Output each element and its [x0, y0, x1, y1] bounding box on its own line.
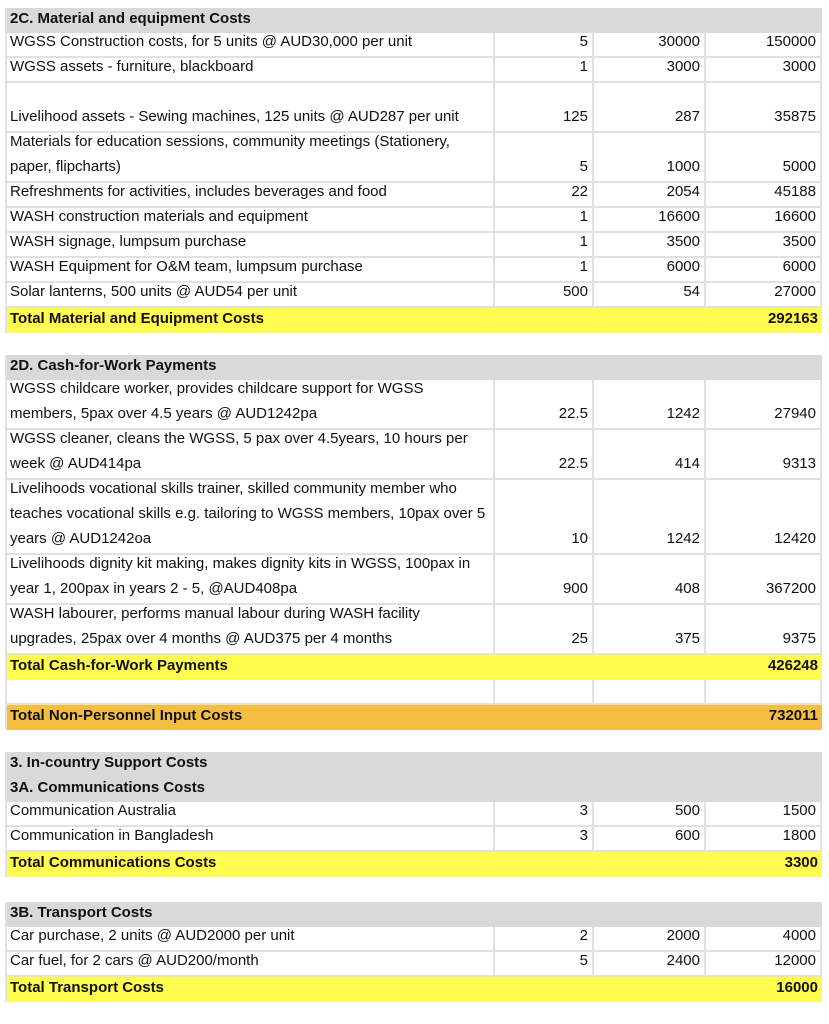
description-cell[interactable]: Livelihood assets - Sewing machines, 125 units @ AUD287 per unit — [5, 83, 495, 133]
section-header-2c[interactable] — [5, 8, 822, 33]
unit-cost-cell[interactable]: 2400 — [594, 952, 706, 977]
unit-cost-cell[interactable]: 287 — [594, 83, 706, 133]
total-cell[interactable]: 5000 — [706, 133, 822, 183]
total-cell[interactable]: 367200 — [706, 555, 822, 605]
description-cell[interactable]: WGSS cleaner, cleans the WGSS, 5 pax over 4.5years, 10 hours per week @ AUD414pa — [5, 430, 495, 480]
quantity-cell[interactable]: 22.5 — [495, 380, 594, 430]
table-row[interactable] — [5, 208, 822, 233]
quantity-cell[interactable]: 22 — [495, 183, 594, 208]
table-row[interactable] — [5, 33, 822, 58]
quantity-cell[interactable]: 22.5 — [495, 430, 594, 480]
quantity-cell[interactable]: 1 — [495, 208, 594, 233]
empty-cell[interactable] — [706, 680, 822, 705]
empty-cell[interactable] — [594, 680, 706, 705]
table-row[interactable] — [5, 605, 822, 655]
unit-cost-cell[interactable]: 16600 — [594, 208, 706, 233]
empty-cell[interactable] — [5, 680, 495, 705]
quantity-cell[interactable]: 900 — [495, 555, 594, 605]
unit-cost-cell[interactable]: 1242 — [594, 480, 706, 555]
table-row[interactable] — [5, 380, 822, 430]
description-cell[interactable]: WASH signage, lumpsum purchase — [5, 233, 495, 258]
quantity-cell[interactable]: 125 — [495, 83, 594, 133]
description-cell[interactable]: Livelihoods vocational skills trainer, skilled community member who teaches vocational skills e.g. tailoring to WGSS members, 10pax over 5 years @ AUD1242oa — [5, 480, 495, 555]
quantity-cell[interactable]: 500 — [495, 283, 594, 308]
spacer — [5, 877, 822, 902]
description-cell[interactable]: WGSS childcare worker, provides childcare support for WGSS members, 5pax over 4.5 years @ AUD1242pa — [5, 380, 495, 430]
total-cell[interactable]: 3000 — [706, 58, 822, 83]
total-cell[interactable]: 12420 — [706, 480, 822, 555]
subtotal-label: Total Cash-for-Work Payments — [5, 655, 705, 680]
unit-cost-cell[interactable]: 2054 — [594, 183, 706, 208]
unit-cost-cell[interactable]: 408 — [594, 555, 706, 605]
budget-spreadsheet — [5, 8, 822, 1002]
subtotal-value[interactable]: 16000 — [705, 977, 822, 1002]
total-cell[interactable]: 12000 — [706, 952, 822, 977]
table-row[interactable] — [5, 952, 822, 977]
description-cell[interactable]: Refreshments for activities, includes beverages and food — [5, 183, 495, 208]
table-row[interactable] — [5, 233, 822, 258]
total-cell[interactable]: 27000 — [706, 283, 822, 308]
unit-cost-cell[interactable]: 30000 — [594, 33, 706, 58]
table-row[interactable] — [5, 58, 822, 83]
unit-cost-cell[interactable]: 3500 — [594, 233, 706, 258]
table-row[interactable] — [5, 258, 822, 283]
unit-cost-cell[interactable]: 54 — [594, 283, 706, 308]
total-cell[interactable]: 27940 — [706, 380, 822, 430]
total-cell[interactable]: 150000 — [706, 33, 822, 58]
quantity-cell[interactable]: 2 — [495, 927, 594, 952]
quantity-cell[interactable]: 1 — [495, 58, 594, 83]
empty-cell[interactable] — [495, 680, 594, 705]
subtotal-row-material-equipment[interactable] — [5, 308, 822, 333]
total-cell[interactable]: 16600 — [706, 208, 822, 233]
unit-cost-cell[interactable]: 600 — [594, 827, 706, 852]
section-title: 3. In-country Support Costs — [5, 752, 822, 777]
subtotal-row-cash-for-work[interactable] — [5, 655, 822, 680]
description-cell[interactable]: WGSS Construction costs, for 5 units @ AUD30,000 per unit — [5, 33, 495, 58]
total-cell[interactable]: 1800 — [706, 827, 822, 852]
subtotal-label: Total Transport Costs — [5, 977, 705, 1002]
subtotal-value[interactable]: 426248 — [705, 655, 822, 680]
blank-row[interactable] — [5, 680, 822, 705]
subtotal-value[interactable]: 3300 — [705, 852, 822, 877]
description-cell[interactable]: Solar lanterns, 500 units @ AUD54 per unit — [5, 283, 495, 308]
table-row[interactable] — [5, 555, 822, 605]
section-title: 2C. Material and equipment Costs — [5, 8, 822, 33]
description-cell[interactable]: Car purchase, 2 units @ AUD2000 per unit — [5, 927, 495, 952]
unit-cost-cell[interactable]: 1000 — [594, 133, 706, 183]
total-cell[interactable]: 9375 — [706, 605, 822, 655]
description-cell[interactable]: Communication Australia — [5, 802, 495, 827]
quantity-cell[interactable]: 1 — [495, 233, 594, 258]
table-row[interactable] — [5, 480, 822, 555]
description-cell[interactable]: Car fuel, for 2 cars @ AUD200/month — [5, 952, 495, 977]
quantity-cell[interactable]: 3 — [495, 827, 594, 852]
table-row[interactable] — [5, 927, 822, 952]
total-cell[interactable]: 45188 — [706, 183, 822, 208]
quantity-cell[interactable]: 5 — [495, 133, 594, 183]
spacer — [5, 730, 822, 752]
quantity-cell[interactable]: 1 — [495, 258, 594, 283]
unit-cost-cell[interactable]: 414 — [594, 430, 706, 480]
subtotal-label: Total Material and Equipment Costs — [5, 308, 705, 333]
unit-cost-cell[interactable]: 3000 — [594, 58, 706, 83]
table-row[interactable] — [5, 83, 822, 133]
total-cell[interactable]: 35875 — [706, 83, 822, 133]
table-row[interactable] — [5, 430, 822, 480]
section-title: 3B. Transport Costs — [5, 902, 822, 927]
description-cell[interactable]: WASH construction materials and equipment — [5, 208, 495, 233]
section-header-3b[interactable] — [5, 902, 822, 927]
table-row[interactable] — [5, 827, 822, 852]
table-row[interactable] — [5, 802, 822, 827]
description-cell[interactable]: Materials for education sessions, community meetings (Stationery, paper, flipcharts) — [5, 133, 495, 183]
total-cell[interactable]: 9313 — [706, 430, 822, 480]
unit-cost-cell[interactable]: 1242 — [594, 380, 706, 430]
section-title: 3A. Communications Costs — [5, 777, 822, 802]
section-header-2d[interactable] — [5, 355, 822, 380]
total-cell[interactable]: 3500 — [706, 233, 822, 258]
total-cell[interactable]: 4000 — [706, 927, 822, 952]
table-row[interactable] — [5, 183, 822, 208]
quantity-cell[interactable]: 5 — [495, 33, 594, 58]
grand-total-value[interactable]: 732011 — [705, 705, 822, 730]
quantity-cell[interactable]: 3 — [495, 802, 594, 827]
grand-total-label: Total Non-Personnel Input Costs — [5, 705, 705, 730]
total-cell[interactable]: 6000 — [706, 258, 822, 283]
section-header-3a[interactable] — [5, 777, 822, 802]
unit-cost-cell[interactable]: 500 — [594, 802, 706, 827]
section-title: 2D. Cash-for-Work Payments — [5, 355, 822, 380]
subtotal-row-transport[interactable] — [5, 977, 822, 1002]
description-cell[interactable]: WASH Equipment for O&M team, lumpsum purchase — [5, 258, 495, 283]
grand-total-row-non-personnel[interactable] — [5, 705, 822, 730]
description-cell[interactable]: Communication in Bangladesh — [5, 827, 495, 852]
spacer — [5, 333, 822, 355]
table-row[interactable] — [5, 283, 822, 308]
subtotal-label: Total Communications Costs — [5, 852, 705, 877]
description-cell[interactable]: Livelihoods dignity kit making, makes dignity kits in WGSS, 100pax in year 1, 200pax in years 2 - 5, @AUD408pa — [5, 555, 495, 605]
quantity-cell[interactable]: 5 — [495, 952, 594, 977]
section-header-3[interactable] — [5, 752, 822, 777]
unit-cost-cell[interactable]: 2000 — [594, 927, 706, 952]
description-cell[interactable]: WGSS assets - furniture, blackboard — [5, 58, 495, 83]
description-cell[interactable]: WASH labourer, performs manual labour during WASH facility upgrades, 25pax over 4 months @ AUD375 per 4 months — [5, 605, 495, 655]
quantity-cell[interactable]: 25 — [495, 605, 594, 655]
unit-cost-cell[interactable]: 375 — [594, 605, 706, 655]
subtotal-value[interactable]: 292163 — [705, 308, 822, 333]
quantity-cell[interactable]: 10 — [495, 480, 594, 555]
total-cell[interactable]: 1500 — [706, 802, 822, 827]
subtotal-row-communications[interactable] — [5, 852, 822, 877]
unit-cost-cell[interactable]: 6000 — [594, 258, 706, 283]
table-row[interactable] — [5, 133, 822, 183]
